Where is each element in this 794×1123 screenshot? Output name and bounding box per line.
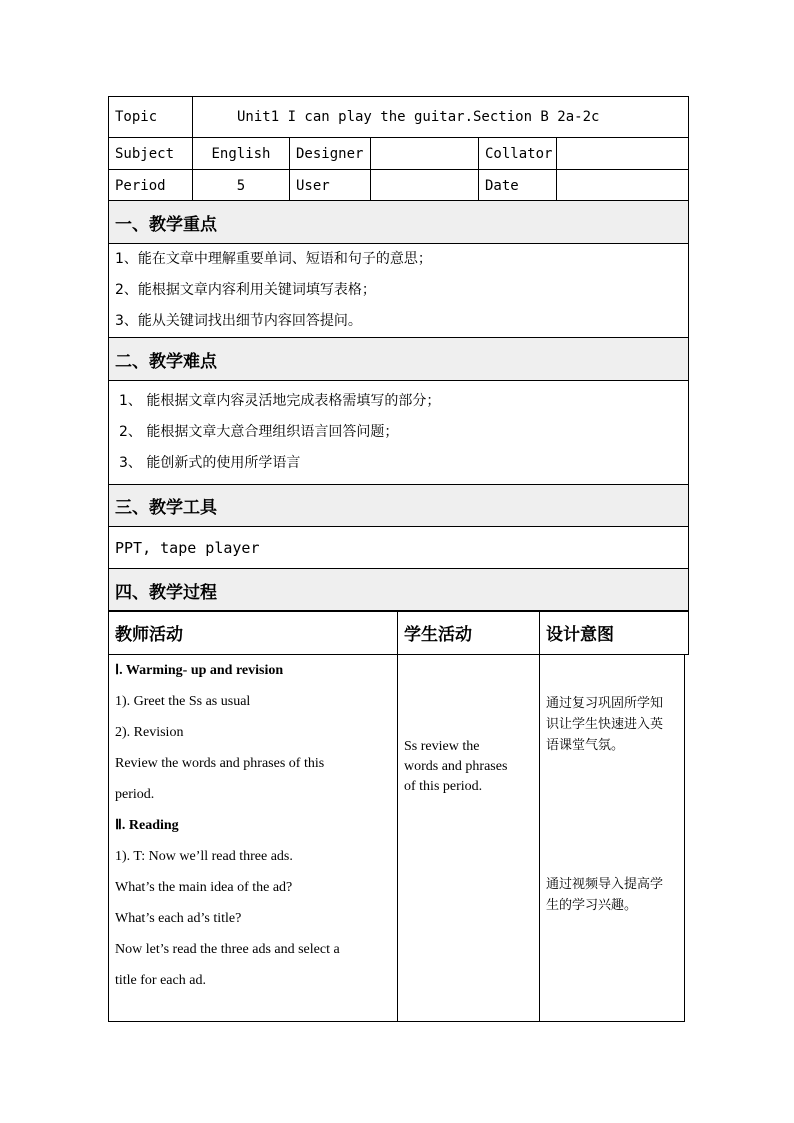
tools-value: PPT, tape player [109, 527, 689, 569]
student-line: Ss review the [404, 739, 480, 754]
warmup-heading: Ⅰ. Warming- up and revision [115, 663, 284, 678]
design-intent-cell [540, 655, 685, 1022]
date-label: Date [479, 170, 557, 202]
difficulty-item: 3、 能创新式的使用所学语言 [119, 455, 301, 471]
lesson-info-table [108, 96, 689, 202]
warmup-step-1: 1). Greet the Ss as usual [115, 694, 251, 709]
reading-step-1: 1). T: Now we’ll read three ads. [115, 849, 293, 864]
student-activity-cell [398, 655, 540, 1022]
topic-value: Unit1 I can play the guitar.Section B 2a-2c [193, 97, 689, 138]
design-intent-header: 设计意图 [540, 611, 689, 655]
tools-title: 三、教学工具 [109, 485, 689, 527]
intent-line: 语课堂气氛。 [546, 738, 625, 753]
focus-item: 1、能在文章中理解重要单词、短语和句子的意思； [115, 251, 432, 267]
reading-step-3: What’s each ad’s title? [115, 911, 242, 926]
intent-spacer [546, 756, 680, 874]
difficulty-list [109, 381, 689, 485]
period-value: 5 [193, 170, 290, 202]
warmup-step-3b: period. [115, 787, 155, 802]
sections-table [108, 200, 689, 612]
user-value [371, 170, 479, 202]
intent-line: 生的学习兴趣。 [546, 898, 638, 913]
period-label: Period [109, 170, 193, 202]
intent-line: 识让学生快速进入英 [546, 717, 664, 732]
process-title: 四、教学过程 [109, 569, 689, 612]
focus-title: 一、教学重点 [109, 201, 689, 244]
reading-step-4a: Now let’s read the three ads and select a [115, 942, 340, 957]
warmup-step-3a: Review the words and phrases of this [115, 756, 325, 771]
reading-step-2: What’s the main idea of the ad? [115, 880, 293, 895]
focus-list [109, 244, 689, 338]
difficulty-title: 二、教学难点 [109, 338, 689, 381]
topic-label: Topic [109, 97, 193, 138]
date-value [557, 170, 689, 202]
reading-heading: Ⅱ. Reading [115, 818, 179, 833]
process-header-table [108, 610, 689, 655]
teacher-activity-cell [109, 655, 398, 1022]
difficulty-item: 1、 能根据文章内容灵活地完成表格需填写的部分； [119, 393, 441, 409]
subject-label: Subject [109, 138, 193, 170]
process-body-table [108, 654, 685, 1022]
student-line: of this period. [404, 779, 483, 794]
reading-step-4b: title for each ad. [115, 973, 206, 988]
user-label: User [290, 170, 371, 202]
teacher-activity-header: 教师活动 [109, 611, 398, 655]
subject-value: English [193, 138, 290, 170]
difficulty-item: 2、 能根据文章大意合理组织语言回答问题； [119, 424, 399, 440]
intent-line: 通过视频导入提高学 [546, 877, 664, 892]
warmup-step-2: 2). Revision [115, 725, 184, 740]
collator-label: Collator [479, 138, 557, 170]
student-activity-header: 学生活动 [398, 611, 540, 655]
focus-item: 2、能根据文章内容利用关键词填写表格； [115, 282, 376, 298]
designer-label: Designer [290, 138, 371, 170]
collator-value [557, 138, 689, 170]
student-line: words and phrases [404, 759, 508, 774]
intent-line: 通过复习巩固所学知 [546, 696, 664, 711]
designer-value [371, 138, 479, 170]
focus-item: 3、能从关键词找出细节内容回答提问。 [115, 313, 362, 329]
